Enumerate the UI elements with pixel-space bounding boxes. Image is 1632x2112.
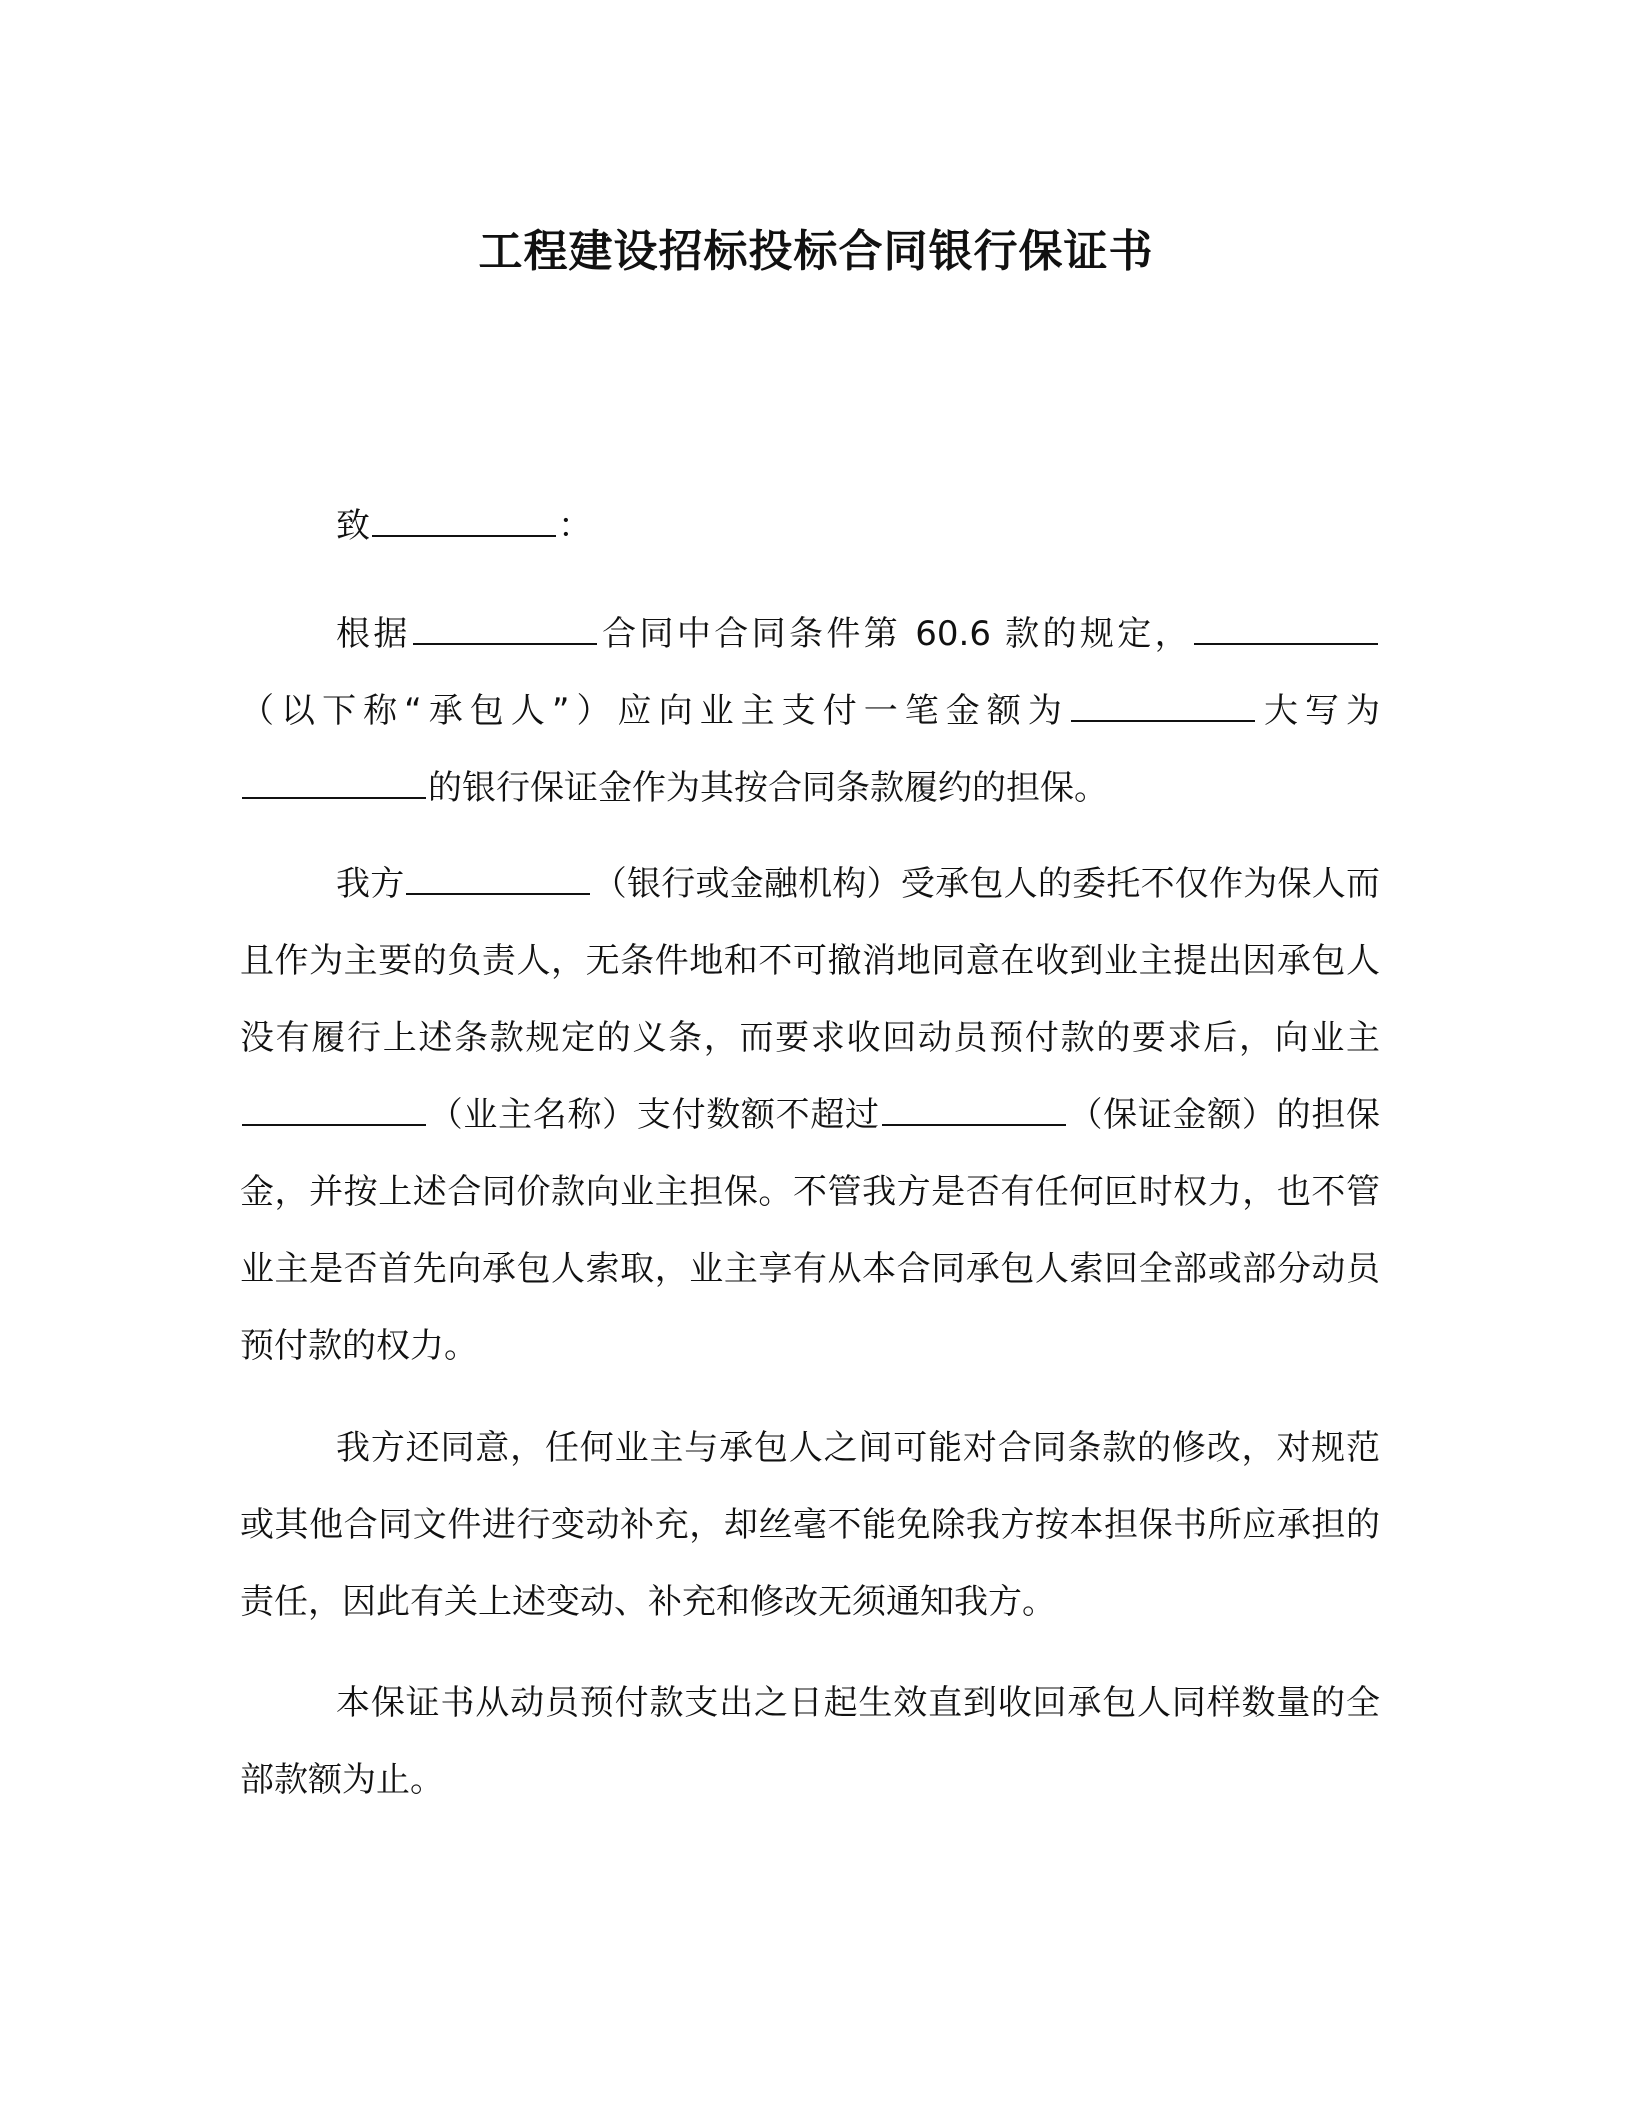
p1-text-3: （以下称“承包人”）应向业主支付一笔金额为 [240,691,1069,731]
bank-name-blank [406,865,590,895]
recipient-blank [372,507,556,537]
contract-name-blank [413,615,597,645]
paragraph-4: 本保证书从动员预付款支出之日起生效直到收回承包人同样数量的全部款额为止。 [240,1683,1380,1800]
p1-text-5: 的银行保证金作为其按合同条款履约的担保。 [428,768,1108,808]
p2-text-2: （银行或金融机构）受承包人的委托不仅作为保人而且作为主要的负责人，无条件地和不可撤消地同意在收到业主提出因承包人没有履行上述条款规定的义条，而要求收回动员预付款的要求后，向业主 [240,864,1381,1058]
p1-text-1: 根据 [336,614,411,654]
salutation-suffix: ： [558,506,592,546]
p1-text-2: 合同中合同条件第 60.6 款的规定， [598,614,1192,654]
p1-text-4: 大写为 [1256,691,1381,731]
paragraph-1 [240,596,1380,827]
amount-blank [1071,692,1255,722]
paragraph-2 [240,846,1380,1385]
paragraph-3: 我方还同意，任何业主与承包人之间可能对合同条款的修改，对规范或其他合同文件进行变动补充，却丝毫不能免除我方按本担保书所应承担的责任，因此有关上述变动、补充和修改无须通知我方。 [240,1428,1380,1622]
document-title: 工程建设招标投标合同银行保证书 [478,226,1154,277]
p2-text-3: （业主名称）支付数额不超过 [428,1095,880,1135]
salutation [240,488,1380,565]
amount-in-words-blank [242,769,426,799]
p2-text-1: 我方 [336,864,405,904]
contractor-blank [1194,615,1378,645]
salutation-prefix: 致 [336,506,370,546]
guarantee-amount-blank [882,1096,1066,1126]
p2-text-4: （保证金额）的担保金，并按上述合同价款向业主担保。不管我方是否有任何叵时权力，也不管业主是否首先向承包人索取，业主享有从本合同承包人索回全部或部分动员预付款的权力。 [240,1095,1381,1366]
owner-name-blank [242,1096,426,1126]
